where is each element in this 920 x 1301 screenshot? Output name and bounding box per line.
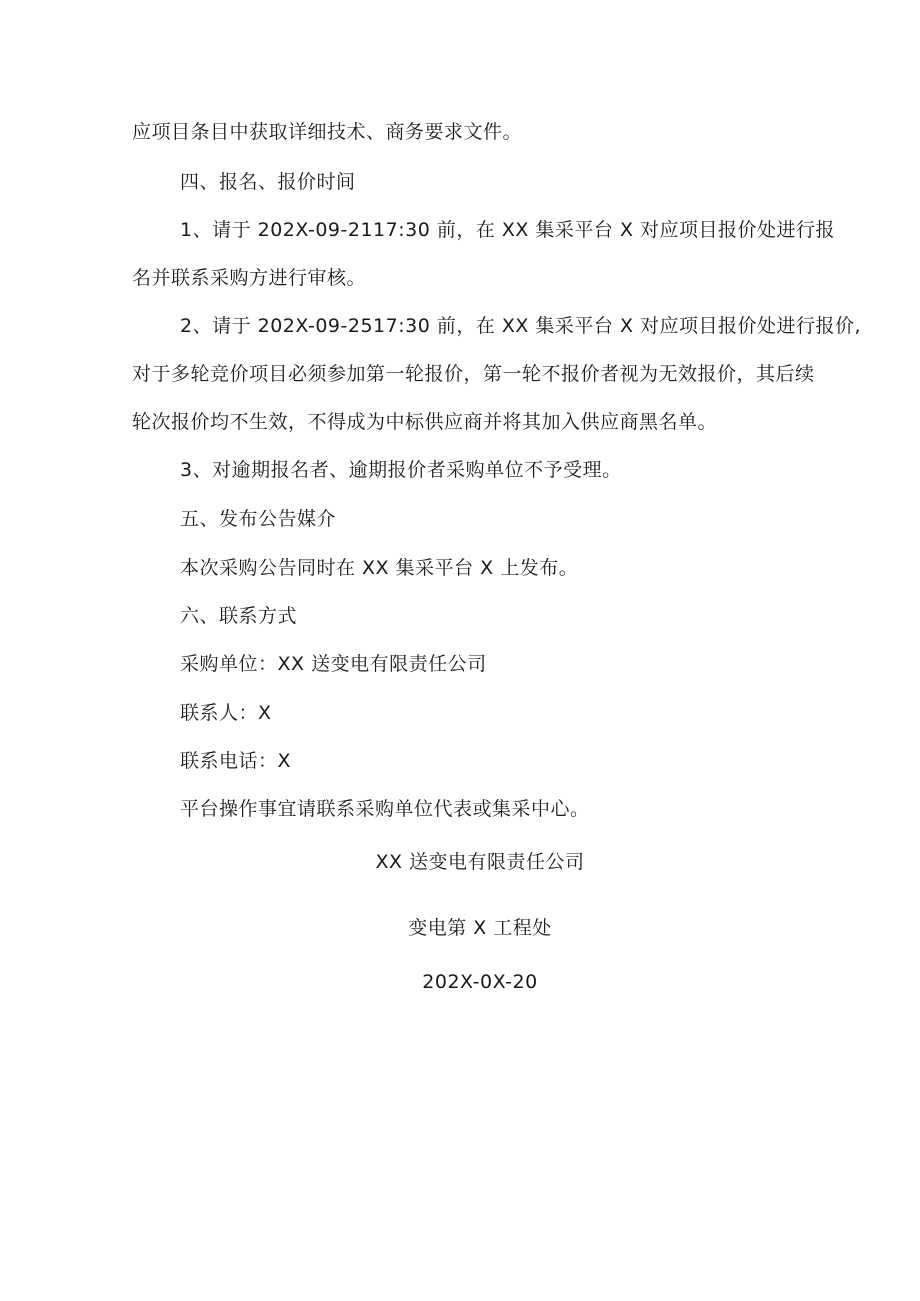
section-heading: 四、报名、报价时间 [180, 171, 356, 193]
paragraph-line: 1、请于 202X-09-2117:30 前，在 XX 集采平台 X 对应项目报价处进行报 [180, 219, 836, 241]
paragraph-line: 平台操作事宜请联系采购单位代表或集采中心。 [180, 798, 590, 820]
signature-department: 变电第 X 工程处 [408, 917, 552, 939]
contact-person: 联系人：X [180, 702, 272, 724]
paragraph-line: 对于多轮竞价项目必须参加第一轮报价，第一轮不报价者视为无效报价，其后续 [132, 363, 815, 385]
contact-phone: 联系电话：X [180, 750, 292, 772]
contact-unit: 采购单位：XX 送变电有限责任公司 [180, 653, 487, 675]
paragraph-line: 应项目条目中获取详细技术、商务要求文件。 [132, 121, 523, 143]
signature-date: 202X-0X-20 [422, 971, 538, 993]
section-heading: 五、发布公告媒介 [180, 508, 337, 530]
paragraph-line: 2、请于 202X-09-2517:30 前，在 XX 集采平台 X 对应项目报价处进行报价, [180, 315, 862, 337]
signature-company: XX 送变电有限责任公司 [375, 851, 585, 873]
paragraph-line: 轮次报价均不生效，不得成为中标供应商并将其加入供应商黑名单。 [132, 411, 718, 433]
paragraph-line: 3、对逾期报名者、逾期报价者采购单位不予受理。 [180, 459, 622, 481]
section-heading: 六、联系方式 [180, 605, 298, 627]
paragraph-line: 本次采购公告同时在 XX 集采平台 X 上发布。 [180, 557, 579, 579]
paragraph-line: 名并联系采购方进行审核。 [132, 267, 367, 289]
